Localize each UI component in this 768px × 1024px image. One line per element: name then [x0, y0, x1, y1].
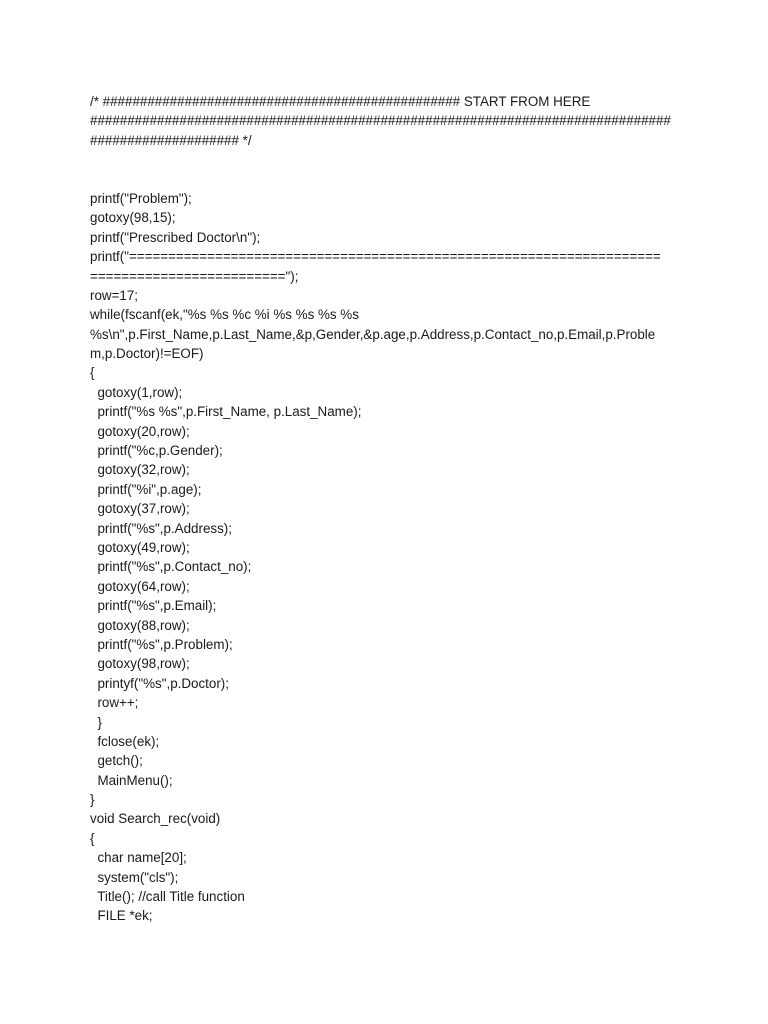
- code-line: FILE *ek;: [90, 908, 153, 924]
- code-line: m,p.Doctor)!=EOF): [90, 346, 204, 362]
- code-line: gotoxy(37,row);: [90, 501, 190, 517]
- code-line: printf("Problem");: [90, 190, 192, 206]
- code-line: gotoxy(1,row);: [90, 384, 183, 400]
- code-line: printf("%s",p.Email);: [90, 598, 217, 614]
- code-line: #################### */: [90, 132, 252, 148]
- code-line: {: [90, 830, 95, 846]
- code-line: row=17;: [90, 287, 139, 303]
- code-line: fclose(ek);: [90, 733, 160, 749]
- code-line: printf("%s",p.Address);: [90, 520, 232, 536]
- code-line: system("cls");: [90, 869, 179, 885]
- code-line: while(fscanf(ek,"%s %s %c %i %s %s %s %s: [90, 307, 359, 323]
- code-line: }: [90, 792, 95, 808]
- code-line: printf("%s",p.Problem);: [90, 636, 233, 652]
- code-line: printf("%c,p.Gender);: [90, 443, 223, 459]
- code-line: getch();: [90, 753, 143, 769]
- code-line: {: [90, 365, 95, 381]
- code-line: printf("%s",p.Contact_no);: [90, 559, 252, 575]
- code-line: Title(); //call Title function: [90, 889, 245, 905]
- code-line: }: [90, 714, 102, 730]
- code-line: gotoxy(98,15);: [90, 210, 176, 226]
- code-line: gotoxy(88,row);: [90, 617, 190, 633]
- code-line: gotoxy(20,row);: [90, 423, 190, 439]
- code-line: printf("Prescribed Doctor\n");: [90, 229, 261, 245]
- code-line: [90, 150, 690, 169]
- code-line: MainMenu();: [90, 772, 173, 788]
- code-line: printf("====================================================================: [90, 249, 661, 265]
- code-line: printf("%i",p.age);: [90, 481, 202, 497]
- code-line: char name[20];: [90, 850, 187, 866]
- code-line: printf("%s %s",p.First_Name, p.Last_Name);: [90, 404, 362, 420]
- code-line: row++;: [90, 695, 139, 711]
- code-line: =========================");: [90, 268, 299, 284]
- code-line: %s\n",p.First_Name,p.Last_Name,&p,Gender,&p.age,p.Address,p.Contact_no,p.Email,p.Proble: [90, 326, 656, 342]
- code-line: printyf("%s",p.Doctor);: [90, 675, 229, 691]
- code-line: /* ################################################ START FROM HERE: [90, 94, 591, 109]
- code-line: gotoxy(64,row);: [90, 578, 190, 594]
- code-line: gotoxy(32,row);: [90, 462, 190, 478]
- code-line: gotoxy(98,row);: [90, 656, 190, 672]
- code-listing: [90, 92, 690, 926]
- code-line: [90, 170, 690, 189]
- code-line: gotoxy(49,row);: [90, 539, 190, 555]
- code-line: void Search_rec(void): [90, 811, 221, 827]
- code-line: ##############################################################################: [90, 113, 671, 129]
